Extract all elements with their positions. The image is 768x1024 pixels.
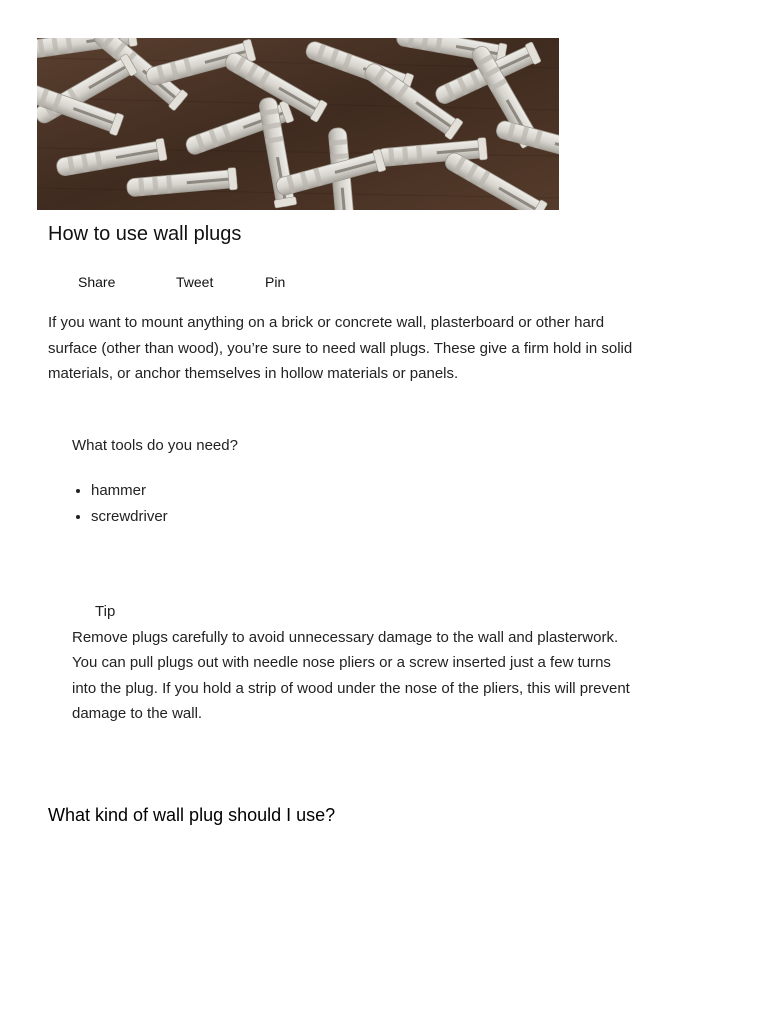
intro-paragraph: If you want to mount anything on a brick or concrete wall, plasterboard or other hard surface (other than wood), you’re sure to need wall plugs. These give a firm hold in solid materials, or anchor themselves in hollow materials or panels.: [48, 314, 633, 382]
tools-list: [72, 478, 168, 530]
tools-heading: What tools do you need?: [72, 437, 238, 454]
article-title: How to use wall plugs: [48, 223, 242, 245]
wall-plugs-photo: [37, 38, 559, 210]
list-item: • screwdriver: [91, 504, 168, 530]
pin-button[interactable]: Pin: [265, 274, 286, 290]
section-heading: What kind of wall plug should I use?: [48, 805, 336, 825]
tweet-button[interactable]: Tweet: [176, 274, 214, 290]
hero-image: [37, 38, 559, 210]
share-button[interactable]: Share: [78, 274, 116, 290]
tip-label: Tip: [95, 603, 116, 620]
list-item: • hammer: [91, 478, 168, 504]
tip-text: Remove plugs carefully to avoid unnecessary damage to the wall and plasterwork. You can pull plugs out with needle nose pliers or a screw inserted just a few turns into the plug. If you hold a strip of wood under the nose of the pliers, this will prevent damage to the wall.: [72, 629, 630, 722]
